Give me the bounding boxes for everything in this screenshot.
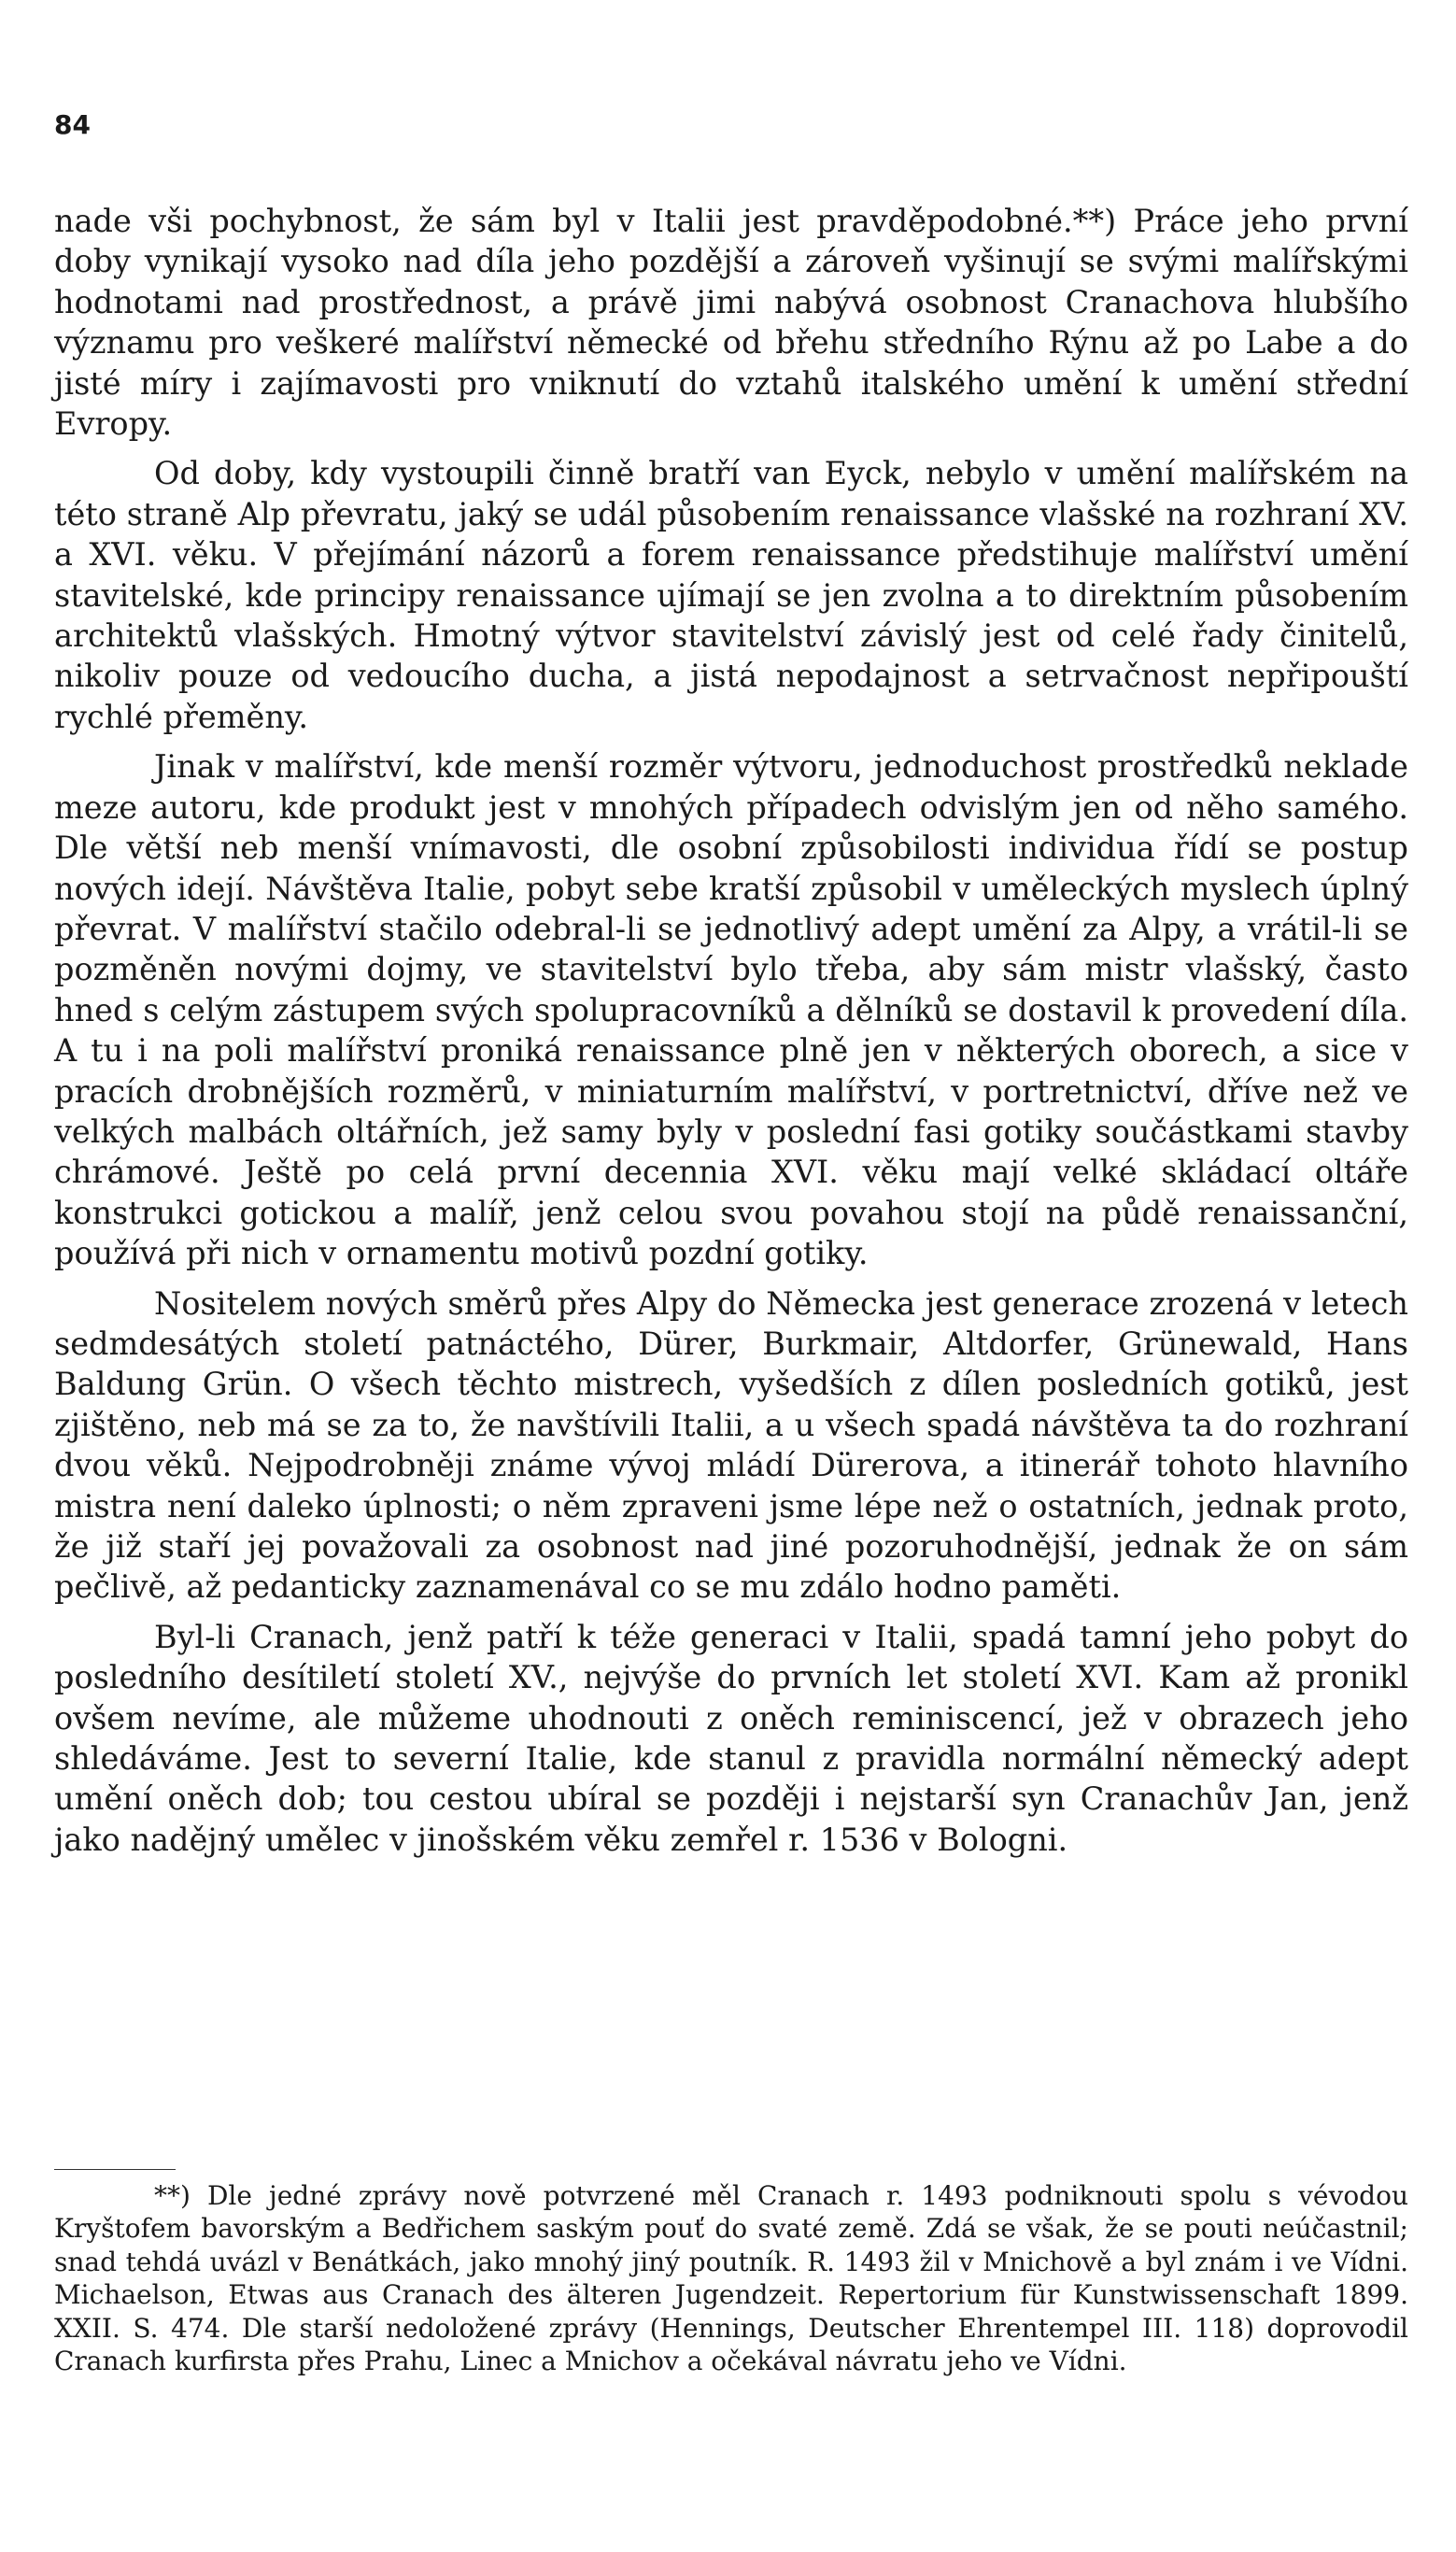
paragraph-5: Byl-li Cranach, jenž patří k téže generaci v Italii, spadá tamní jeho pobyt do posledního desítiletí století XV., nejvýše do prvních let století XVI. Kam až pronikl ovšem nevíme, ale můžeme uhodnouti z oněch reminiscencí, jež v obrazech jeho shledáváme. Jest to severní Italie, kde stanul z pravidla normální německý adept umění oněch dob; tou cestou ubíral se později i nejstarší syn Cranachův Jan, jenž jako nadějný umělec v jinošském věku zemřel r. 1536 v Bologni. [54,1618,1408,1858]
paragraph-4: Nositelem nových směrů přes Alpy do Německa jest generace zrozená v letech sedmdesátých století patnáctého, Dürer, Burkmair, Altdorfer, Grünewald, Hans Baldung Grün. O všech těchto mistrech, vyšedších z dílen posledních gotiků, jest zjištěno, neb má se za to, že navštívili Italii, a u všech spadá návštěva ta do rozhraní dvou věků. Nejpodrobněji známe vývoj mládí Dürerova, a itinerář tohoto hlavního mistra není daleko úplnosti; o něm zpraveni jsme lépe než o ostatních, jednak proto, že již staří jej považovali za osobnost nad jiné pozoruhodnější, jednak že on sám pečlivě, až pedanticky zaznamenával co se mu zdálo hodno paměti. [54,1284,1408,1606]
page-number: 84 [54,109,91,140]
paragraph-3: Jinak v malířství, kde menší rozměr výtvoru, jednoduchost prostředků neklade meze autoru, kde produkt jest v mnohých případech odvislým jen od něho samého. Dle větší neb menší vnímavosti, dle osobní způsobilosti individua řídí se postup nových idejí. Návštěva Italie, pobyt sebe kratší způsobil v uměleckých myslech úplný převrat. V malířství stačilo odebral-li se jednotlivý adept umění za Alpy, a vrátil-li se pozměněn novými dojmy, ve stavitelství bylo třeba, aby sám mistr vlašský, často hned s celým zástupem svých spolupracovníků a dělníků se dostavil k provedení díla. A tu i na poli malířství proniká renaissance plně jen v některých oborech, a sice v pracích drobnějších rozměrů, v miniaturním malířství, v portretnictví, dříve než ve velkých malbách oltářních, jež samy byly v poslední fasi gotiky součástkami stavby chrámové. Ještě po celá první decennia XVI. věku mají velké skládací oltáře konstrukci gotickou a malíř, jenž celou svou povahou stojí na půdě renaissanční, používá při nich v ornamentu motivů pozdní gotiky. [54,748,1408,1272]
body-text [54,201,1408,1860]
footnote-separator [54,2169,176,2170]
paragraph-1: nade vši pochybnost, že sám byl v Italii jest pravděpodobné.**) Práce jeho první doby vynikají vysoko nad díla jeho pozdější a zároveň vyšinují se svými malířskými hodnotami nad prostřednost, a právě jimi nabývá osobnost Cranachova hlubšího významu pro veškeré malířství německé od břehu středního Rýnu až po Labe a do jisté míry i zajímavosti pro vniknutí do vztahů italského umění k umění střední Evropy. [54,203,1408,443]
paragraph-2: Od doby, kdy vystoupili činně bratří van Eyck, nebylo v umění malířském na této straně Alp převratu, jaký se udál působením renaissance vlašské na rozhraní XV. a XVI. věku. V přejímání názorů a forem renaissance předstihuje malířství umění stavitelské, kde principy renaissance ujímají se jen zvolna a to direktním působením architektů vlašských. Hmotný výtvor stavitelství závislý jest od celé řady činitelů, nikoliv pouze od vedoucího ducha, a jistá nepodajnost a setrvačnost nepřipouští rychlé přeměny. [54,455,1408,735]
footnote: **) Dle jedné zprávy nově potvrzené měl Cranach r. 1493 podniknouti spolu s vévodou Kryštofem bavorským a Bedřichem saským pouť do svaté země. Zdá se však, že se pouti neúčastnil; snad tehdá uvázl v Benátkách, jako mnohý jiný poutník. R. 1493 žil v Mnichově a byl znám i ve Vídni. Michaelson, Etwas aus Cranach des älteren Jugendzeit. Repertorium für Kunstwissenschaft 1899. XXII. S. 474. Dle starší nedoložené zprávy (Hennings, Deutscher Ehrentempel III. 118) doprovodil Cranach kurfirsta přes Prahu, Linec a Mnichov a očekával návratu jeho ve Vídni. [54,2180,1408,2377]
